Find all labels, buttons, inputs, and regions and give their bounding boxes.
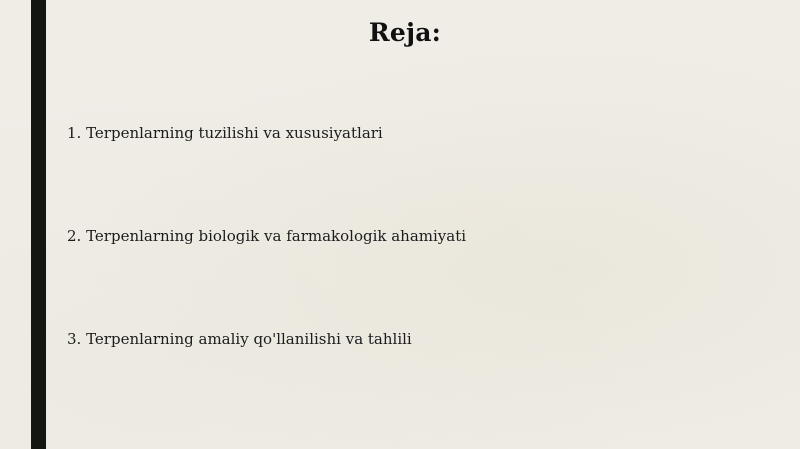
slide-title: Reja: [368, 18, 442, 47]
plan-item-2: 2. Terpenlarning biologik va farmakologik ahamiyati [67, 227, 467, 245]
accent-bar [31, 0, 46, 449]
plan-item-1: 1. Terpenlarning tuzilishi va xususiyatlari [67, 124, 383, 142]
plan-item-3: 3. Terpenlarning amaliy qo'llanilishi va tahlili [67, 330, 412, 348]
